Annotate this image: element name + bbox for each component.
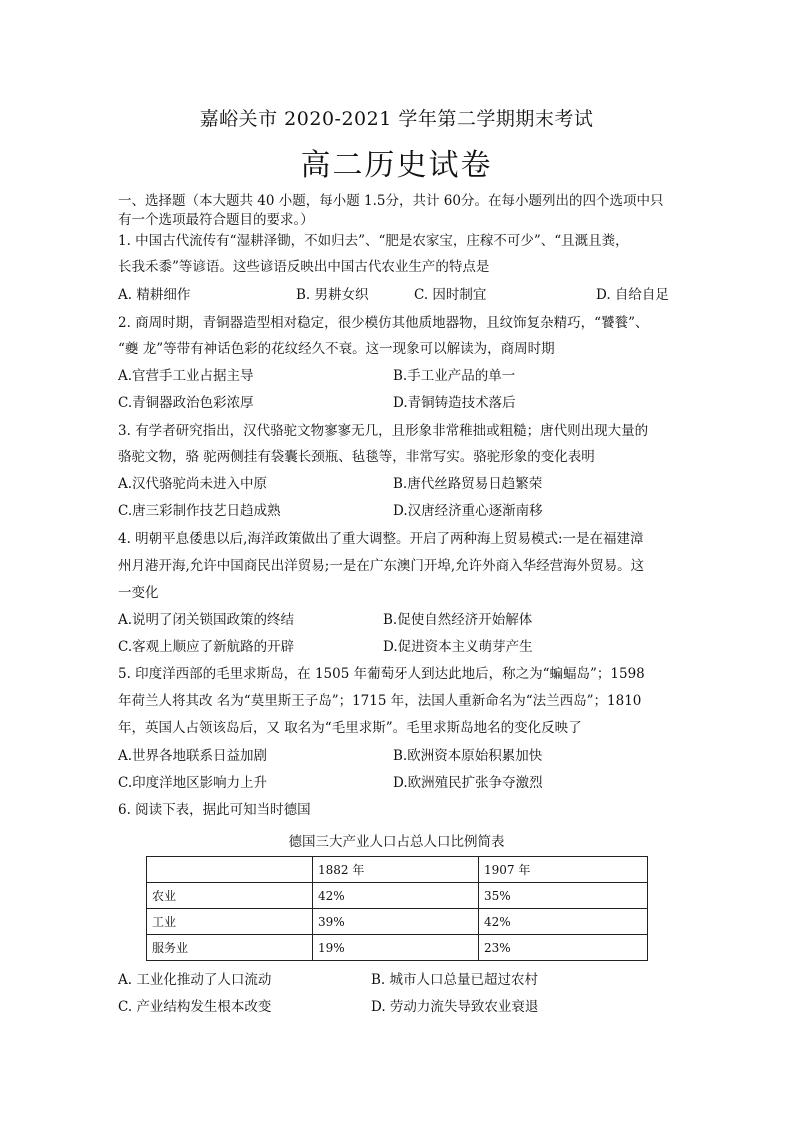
question-4-stem-line-2: 州月港开海,允许中国商民出洋贸易;一是在广东澳门开埠,允许外商入华经营海外贸易。这 [118, 558, 645, 574]
question-5-option-d: D.欧洲殖民扩张争夺激烈 [393, 775, 543, 791]
question-6-option-b: B. 城市人口总量已超过农村 [371, 972, 539, 988]
question-3-option-c: C.唐三彩制作技艺日趋成熟 [118, 503, 281, 519]
question-3-option-b: B.唐代丝路贸易日趋繁荣 [393, 476, 543, 492]
question-2-stem-line-1: 2. 商周时期，青铜器造型相对稳定，很少模仿其他质地器物，且纹饰复杂精巧，“饕餮”、 [118, 315, 649, 331]
question-3-stem-line-1: 3. 有学者研究指出，汉代骆驼文物寥寥无几，且形象非常稚拙或粗糙；唐代则出现大量的 [118, 423, 649, 439]
section-instructions-line-2: 有一个选项最符合题目的要求。） [118, 212, 314, 228]
question-6-option-a: A. 工业化推动了人口流动 [118, 972, 272, 988]
table-caption: 德国三大产业人口占总人口比例简表 [288, 834, 505, 850]
question-1-stem-line-1: 1. 中国古代流传有“湿耕泽锄，不如归去”、“肥是农家宝，庄稼不可少”、“且溉且粪， [118, 233, 629, 249]
table-header-cell: 1882 年 [313, 857, 479, 883]
question-3-stem-line-2: 骆驼文物，骆 驼两侧挂有袋囊长颈瓶、毡毯等，非常写实。骆驼形象的变化表明 [118, 449, 595, 465]
population-table [146, 856, 648, 961]
paper-title: 高二历史试卷 [300, 148, 493, 183]
table-cell: 19% [313, 935, 479, 961]
question-3-option-d: D.汉唐经济重心逐渐南移 [393, 503, 543, 519]
table-header-cell: 1907 年 [479, 857, 648, 883]
exam-title: 嘉峪关市 2020-2021 学年第二学期期末考试 [199, 108, 594, 130]
question-6-option-d: D. 劳动力流失导致农业衰退 [371, 999, 539, 1015]
question-1-option-c: C. 因时制宜 [414, 287, 487, 303]
table-cell: 39% [313, 909, 479, 935]
table-header-row [147, 857, 648, 883]
question-6-option-c: C. 产业结构发生根本改变 [118, 999, 272, 1015]
question-4-stem-line-3: 一变化 [118, 585, 159, 601]
question-1-stem-line-2: 长我禾黍”等谚语。这些谚语反映出中国古代农业生产的特点是 [118, 259, 490, 275]
question-5-option-a: A.世界各地联系日益加剧 [118, 748, 268, 764]
question-4-option-a: A.说明了闭关锁国政策的终结 [118, 612, 295, 628]
question-5-stem-line-2: 年荷兰人将其改 名为“莫里斯王子岛”；1715 年，法国人重新命名为“法兰西岛”；1810 [118, 693, 642, 709]
question-4-option-d: D.促进资本主义萌芽产生 [383, 639, 533, 655]
question-4-option-c: C.客观上顺应了新航路的开辟 [118, 639, 295, 655]
table-cell: 23% [479, 935, 648, 961]
question-2-option-b: B.手工业产品的单一 [393, 368, 516, 384]
question-1-option-a: A. 精耕细作 [118, 287, 191, 303]
table-cell: 服务业 [147, 935, 313, 961]
question-2-option-a: A.官营手工业占据主导 [118, 368, 254, 384]
question-5-option-b: B.欧洲资本原始积累加快 [393, 748, 543, 764]
question-1-option-b: B. 男耕女织 [296, 287, 369, 303]
table-cell: 工业 [147, 909, 313, 935]
question-4-stem-line-1: 4. 明朝平息倭患以后,海洋政策做出了重大调整。开启了两种海上贸易模式:一是在福建漳 [118, 531, 644, 547]
question-6-stem-line-1: 6. 阅读下表，据此可知当时德国 [118, 802, 311, 818]
question-4-option-b: B.促使自然经济开始解体 [383, 612, 533, 628]
table-cell: 农业 [147, 883, 313, 909]
question-3-option-a: A.汉代骆驼尚未进入中原 [118, 476, 268, 492]
table-row [147, 883, 648, 909]
table-header-cell [147, 857, 313, 883]
table-row [147, 909, 648, 935]
question-2-stem-line-2: “夔 龙”等带有神话色彩的花纹经久不衰。这一现象可以解读为，商周时期 [118, 341, 555, 357]
question-5-stem-line-1: 5. 印度洋西部的毛里求斯岛，在 1505 年葡萄牙人到达此地后，称之为“蝙蝠岛”；1598 [118, 666, 645, 682]
question-5-option-c: C.印度洋地区影响力上升 [118, 775, 268, 791]
table-row [147, 935, 648, 961]
question-5-stem-line-3: 年，英国人占领该岛后，又 取名为“毛里求斯”。毛里求斯岛地名的变化反映了 [118, 720, 582, 736]
table-cell: 42% [313, 883, 479, 909]
table-cell: 35% [479, 883, 648, 909]
section-instructions-line-1: 一、选择题（本大题共 40 小题，每小题 1.5分，共计 60分。在每小题列出的四个选项中只 [118, 193, 664, 209]
question-2-option-d: D.青铜铸造技术落后 [393, 395, 516, 411]
question-2-option-c: C.青铜器政治色彩浓厚 [118, 395, 254, 411]
table-cell: 42% [479, 909, 648, 935]
question-1-option-d: D. 自给自足 [596, 287, 669, 303]
